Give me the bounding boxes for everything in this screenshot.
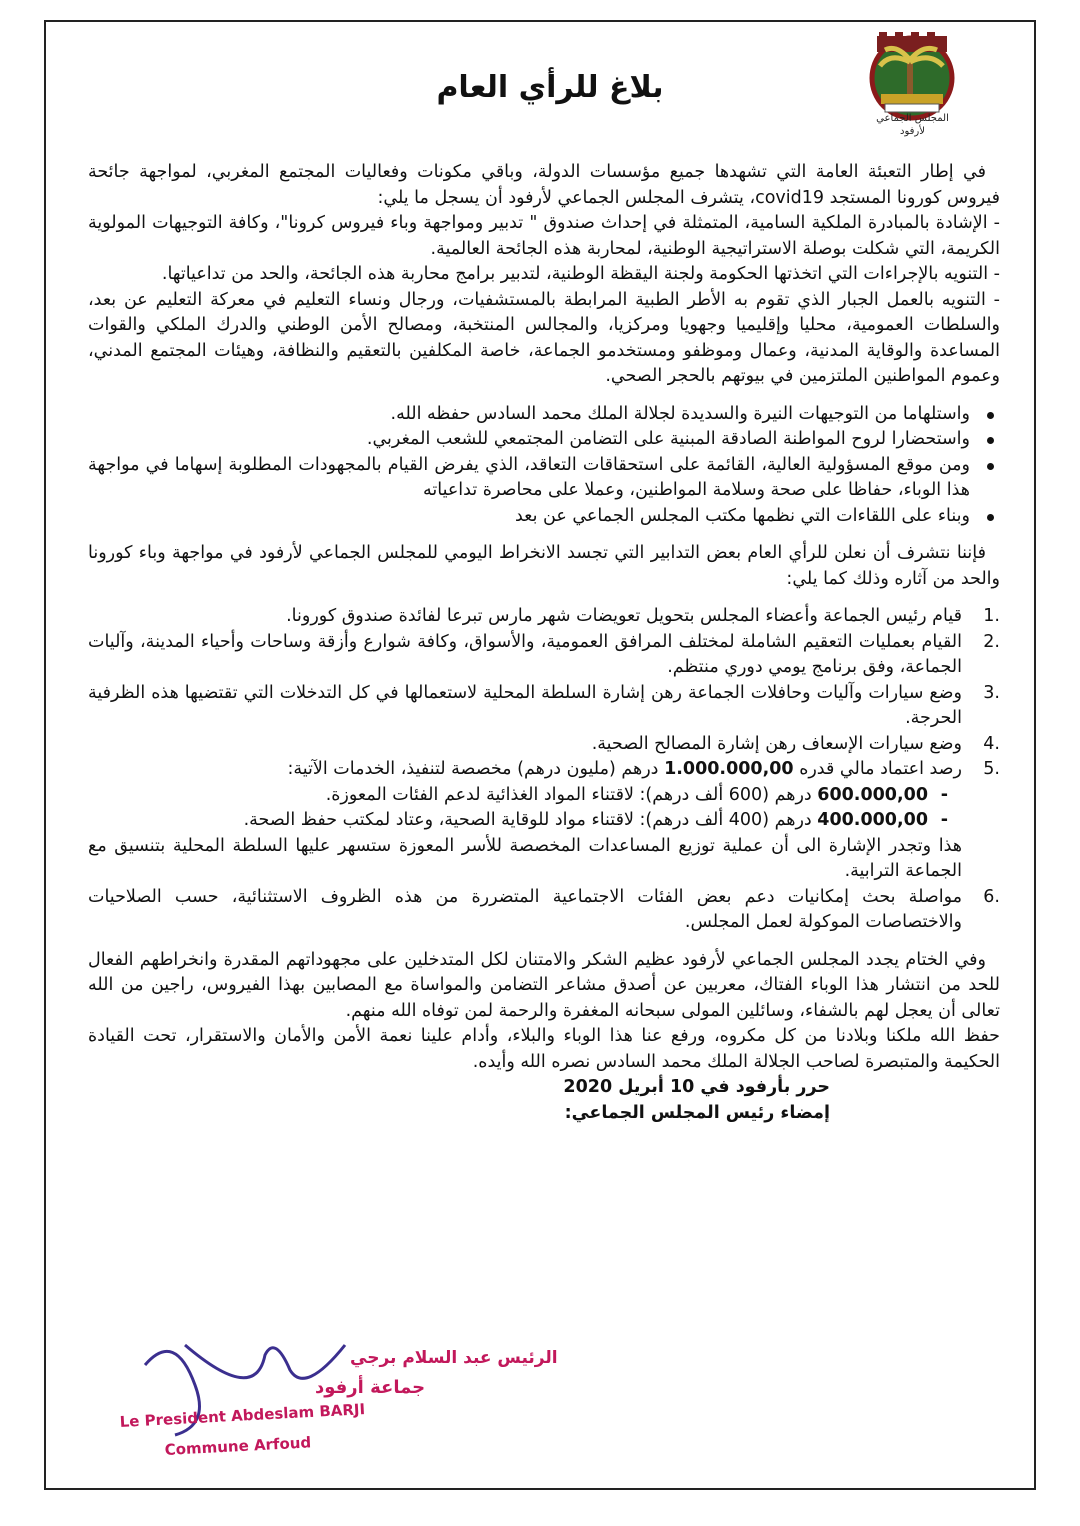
bullet-item: واستلهاما من التوجيهات النيرة والسديدة لجلالة الملك محمد السادس حفظه الله. <box>88 402 1000 428</box>
measure-item: 4. وضع سيارات الإسعاف رهن إشارة المصالح الصحية. <box>591 733 1000 754</box>
prayer-paragraph: حفظ الله ملكنا وبلادنا من كل مكروه، ورفع عنا هذا الوباء والبلاء، وأدام علينا نعمة الأمن والأمان والاستقرار، تحت القيادة الحكيمة والمتبصرة لصاحب الجلالة الملك محمد السادس نصره الله وأيده. <box>88 1026 1000 1072</box>
point-royal-initiative: - الإشادة بالمبادرة الملكية السامية، المتمثلة في إحداث صندوق " تدبير ومواجهة وباء فيروس كرونا"، وكافة التوجيهات المولوية الكريمة، التي شكلت بوصلة الاستراتيجية الوطنية، لمحاربة هذه الجائحة العالمية. <box>88 213 1000 259</box>
sub-allocation-food: - 600.000,00 درهم (600 ألف درهم): لاقتناء المواد الغذائية لدعم الفئات المعوزة. <box>325 784 948 805</box>
bullet-icon <box>987 437 994 444</box>
bullet-list <box>88 402 1000 530</box>
stamp-line1: الرئيس عبد السلام برجي <box>350 1348 558 1368</box>
conclusion-paragraph: وفي الختام يجدد المجلس الجماعي لأرفود عظيم الشكر والامتنان لكل المتدخلين على مجهوداتهم المقدرة وانخراطهم الفعال للحد من انتشار هذا الوباء الفتاك، معربين عن أصدق مشاعر التضامن والمواساة مع المصابين بهذا الفيروس، راجين من الله تعالى أن يعجل لهم بالشفاء، وسائلين المولى سبحانه المغفرة والرحمة لمن توفاه الله منهم. <box>88 949 1000 1021</box>
bullet-item: ومن موقع المسؤولية العالية، القائمة على استحقاقات التعاقد، الذي يفرض القيام بالمجهودات المطلوبة إسهاما في مواجهة هذا الوباء، حفاظا على صحة وسلامة المواطنين، وعملا على محاصرة تداعياته <box>88 453 1000 504</box>
measure-item: 6. مواصلة بحث إمكانيات دعم بعض الفئات الاجتماعية المتضررة من هذه الظروف الاستثنائية، حسب الصلاحيات والاختصاصات الموكولة لعمل المجلس. <box>88 886 1000 932</box>
stamp-line4: Commune Arfoud <box>164 1433 312 1459</box>
budget-total: 1.000.000,00 <box>664 759 794 779</box>
intro-paragraph: في إطار التعبئة العامة التي تشهدها جميع مؤسسات الدولة، وباقي مكونات وفعاليات المجتمع المغربي، لمواجهة جائحة فيروس كورونا المستجد covid19، يتشرف المجلس الجماعي لأرفود أن يسجل ما يلي: <box>88 162 1000 208</box>
bullet-item: واستحضارا لروح المواطنة الصادقة المبنية على التضامن المجتمعي للشعب المغربي. <box>88 427 1000 453</box>
logo-caption-line2: لأرفود <box>900 126 925 137</box>
measure-item: 1. قيام رئيس الجماعة وأعضاء المجلس بتحويل تعويضات شهر مارس تبرعا لفائدة صندوق كورونا. <box>286 606 1000 626</box>
signatory-line: إمضاء رئيس المجلس الجماعي: <box>564 1102 830 1123</box>
stamp-line2: جماعة أرفود <box>315 1377 426 1398</box>
logo-caption-line1: المجلس الجماعي <box>876 113 949 124</box>
announcement-paragraph: فإننا نتشرف أن نعلن للرأي العام بعض التدابير التي تجسد الانخراط اليومي للمجلس الجماعي لأرفود في مواجهة وباء كورونا والحد من آثاره وذلك كما يلي: <box>88 543 1000 589</box>
point-praise-workers: - التنويه بالعمل الجبار الذي تقوم به الأطر الطبية المرابطة بالمستشفيات، ورجال ونساء التعليم في معركة التعليم عن بعد، والسلطات العمومية، محليا وإقليميا وجهويا ومركزيا، والمجالس المنتخبة، ومصالح الأمن الوطني والدرك الملكي والقوات المساعدة والوقاية المدنية، وعمال وموظفو ومستخدمو الجماعة، خاصة المكلفين بالتعقيم والنظافة، وهيئات المجتمع المدني، وعموم المواطنين الملتزمين في بيوتهم بالحجر الصحي. <box>88 289 1000 386</box>
measures-list-continued <box>88 885 1000 936</box>
measure-item: 3. وضع سيارات وآليات وحافلات الجماعة رهن إشارة السلطة المحلية لاستعمالها في كل التدخلات التي تقتضيها هذه الظرفية الحرجة. <box>88 682 1000 728</box>
bullet-icon <box>987 463 994 470</box>
date-line: حرر بأرفود في 10 أبريل 2020 <box>563 1077 830 1097</box>
distribution-note: هذا وتجدر الإشارة الى أن عملية توزيع المساعدات المخصصة للأسر المعوزة ستسهر عليها السلطة المحلية بتنسيق مع الجماعة الترابية. <box>88 835 962 881</box>
bullet-icon <box>987 514 994 521</box>
sub-allocation-health: - 400.000,00 درهم (400 ألف درهم): لاقتناء مواد للوقاية الصحية، وعتاد لمكتب حفظ الصحة. <box>243 810 948 830</box>
document-body <box>88 160 1000 1126</box>
president-stamp-signature <box>115 1325 558 1475</box>
page-title: بلاغ للرأي العام <box>436 70 664 105</box>
stamp-line3: Le President Abdeslam BARJI <box>119 1400 366 1431</box>
point-government-measures: - التنويه بالإجراءات التي اتخذتها الحكومة ولجنة اليقظة الوطنية، لتدبير برامج محاربة هذه الجائحة، والحد من تداعياتها. <box>161 264 1000 284</box>
amount-health: 400.000,00 <box>817 810 928 830</box>
measure-item: 5. رصد اعتماد مالي قدره 1.000.000,00 درهم (مليون درهم) مخصصة لتنفيذ، الخدمات الآتية: <box>287 759 1000 779</box>
measure-item: 2. القيام بعمليات التعقيم الشاملة لمختلف المرافق العمومية، والأسواق، وكافة شوارع وأزقة وساحات وأحياء المدينة، وآليات الجماعة، وفق برنامج يومي دوري منتظم. <box>88 631 1000 677</box>
bullet-icon <box>987 412 994 419</box>
measures-list <box>88 604 1000 783</box>
amount-food: 600.000,00 <box>817 784 928 805</box>
bullet-item: وبناء على اللقاءات التي نظمها مكتب المجلس الجماعي عن بعد <box>88 504 1000 530</box>
logo-caption <box>845 112 980 138</box>
